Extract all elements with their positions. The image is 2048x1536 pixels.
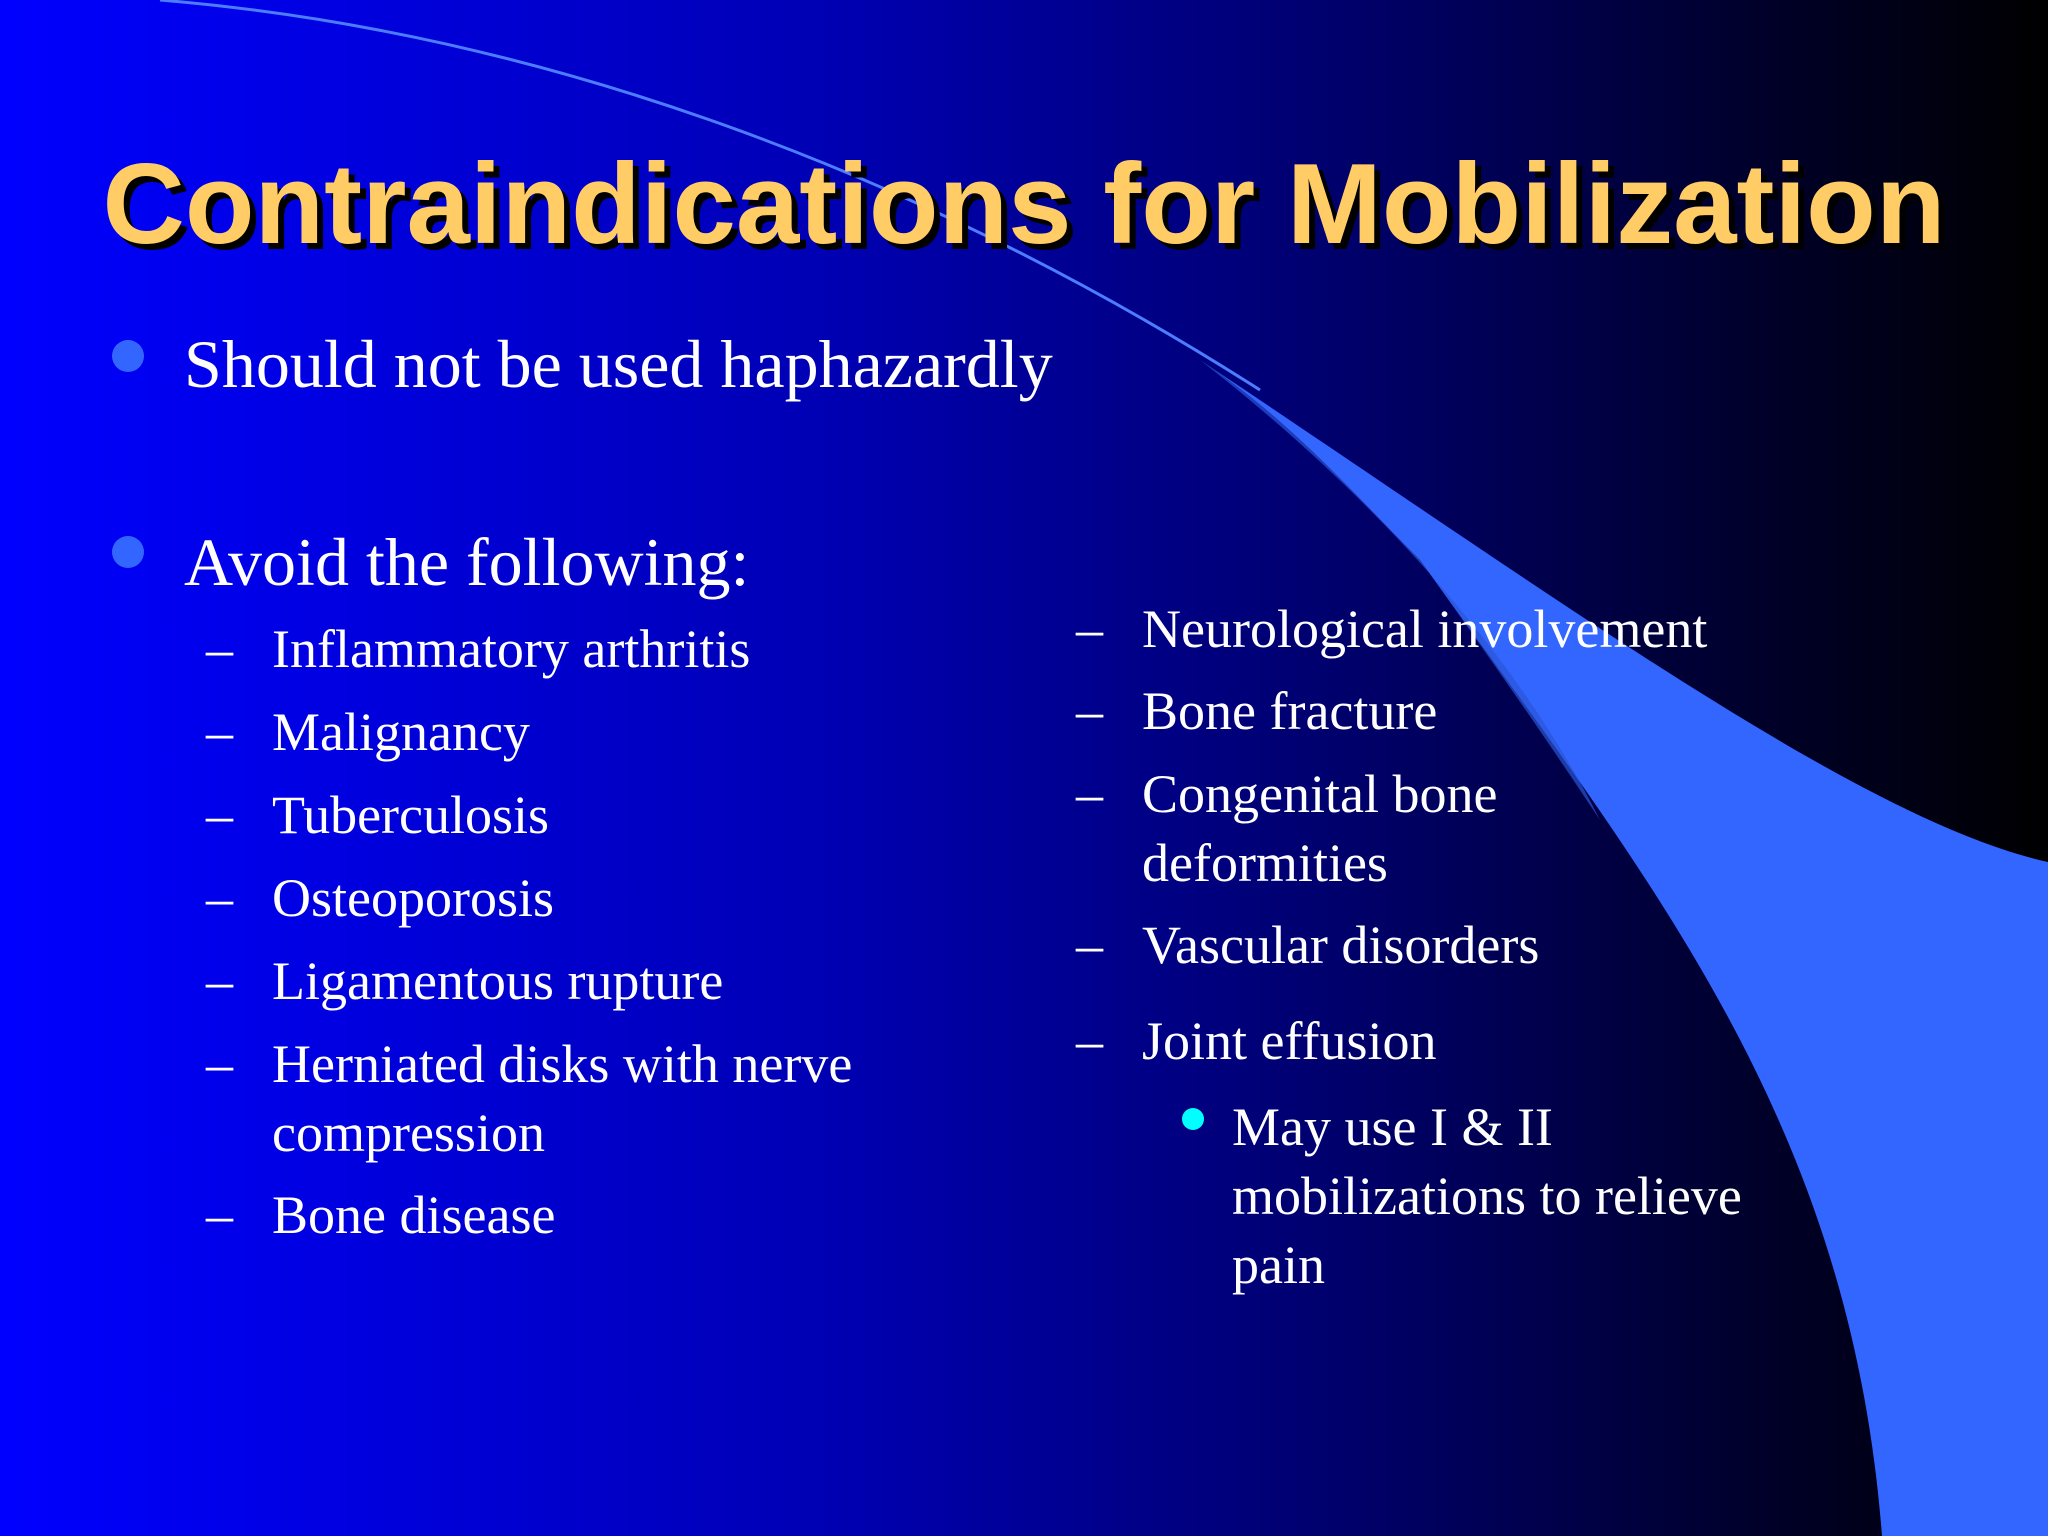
dash-icon: –	[206, 785, 233, 845]
dash-icon: –	[1076, 1011, 1103, 1071]
list-item: Congenital bone deformities	[1142, 764, 1498, 893]
dash-icon: –	[206, 702, 233, 762]
dash-icon: –	[206, 1185, 233, 1245]
list-item: Bone fracture	[1142, 681, 1438, 741]
list-item: Tuberculosis	[272, 785, 550, 845]
list-item: Inflammatory arthritis	[272, 619, 751, 679]
list-item: Joint effusion	[1142, 1011, 1437, 1071]
slide-title: Contraindications for Mobilization	[102, 141, 1946, 268]
list-item: Osteoporosis	[272, 868, 554, 928]
list-item: Vascular disorders	[1142, 915, 1540, 975]
bullet-avoid: Avoid the following:	[184, 524, 750, 600]
dash-icon: –	[206, 951, 233, 1011]
sub-bullet-text: May use I & II mobilizations to relieve pain	[1232, 1097, 1742, 1295]
dash-icon: –	[206, 1034, 233, 1094]
list-item: Bone disease	[272, 1185, 556, 1245]
dash-icon: –	[1076, 764, 1103, 824]
list-item: Ligamentous rupture	[272, 951, 724, 1011]
list-item: Neurological involvement	[1142, 599, 1708, 659]
list-item: Malignancy	[272, 702, 530, 762]
bullet-dot-icon	[112, 340, 144, 372]
dash-icon: –	[206, 868, 233, 928]
list-item: Herniated disks with nerve compression	[272, 1034, 853, 1163]
dash-icon: –	[206, 619, 233, 679]
bullet-should-not: Should not be used haphazardly	[184, 326, 1053, 402]
dash-icon: –	[1076, 599, 1103, 659]
dash-icon: –	[1076, 915, 1103, 975]
dash-icon: –	[1076, 681, 1103, 741]
bullet-dot-icon	[112, 536, 144, 568]
sub-bullet-dot-icon	[1182, 1108, 1204, 1130]
